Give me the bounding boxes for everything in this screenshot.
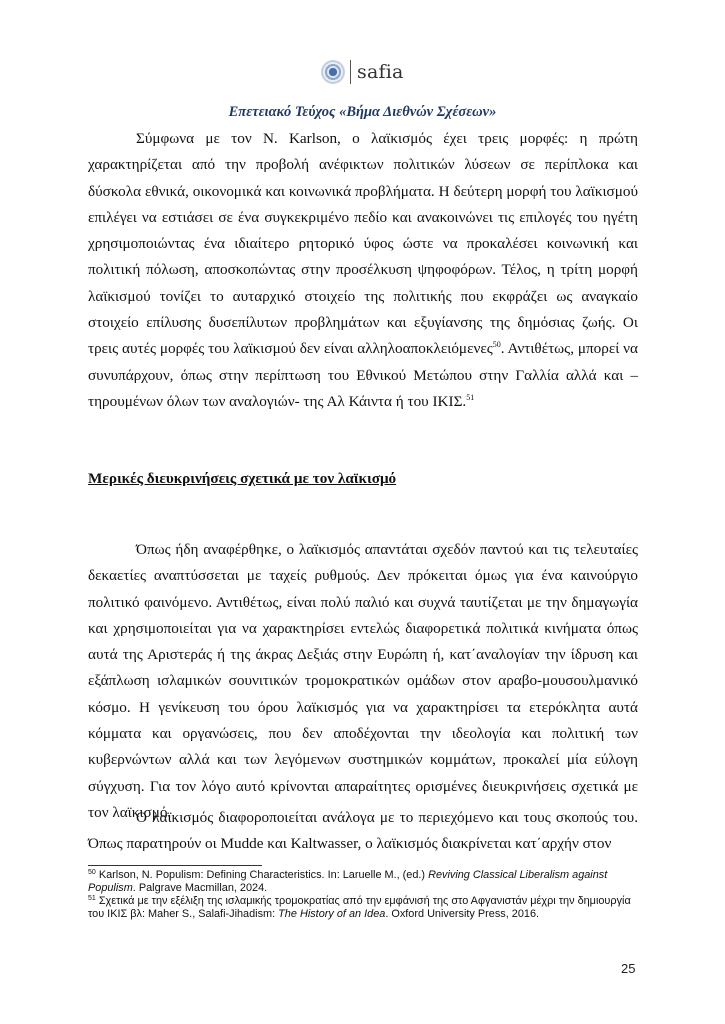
body-paragraph (88, 126, 638, 415)
running-title: Επετειακό Τεύχος «Βήμα Διεθνών Σχέσεων» (228, 104, 497, 120)
logo-divider (350, 60, 351, 84)
footnote-number: 51 (88, 895, 96, 902)
footnotes (88, 869, 640, 921)
footnote-text: . Oxford University Press, 2016. (385, 908, 540, 920)
paragraph-text: Ο λαϊκισμός διαφοροποιείται ανάλογα με το περιεχόμενο και τους σκοπούς του. Όπως παρατηρούν οι Mudde και Kaltwasser, ο λαϊκισμός διακρίνεται κατ΄αρχήν στον (88, 809, 638, 853)
logo-text: safia (357, 61, 404, 83)
body-paragraph (88, 537, 638, 826)
footnote-text: Karlson, N. Populism: Defining Characteristics. In: Laruelle M., (ed.) (95, 869, 429, 881)
footnote-text: Σχετικά με την εξέλιξη της ισλαμικής τρομοκρατίας από την εμφάνισή της στο Αφγανιστάν μέχρι την δημιουργία του ΙΚΙΣ βλ: Maher S., Salafi-Jihadism: (88, 895, 631, 920)
paragraph-text: Όπως ήδη αναφέρθηκε, ο λαϊκισμός απαντάται σχεδόν παντού και τις τελευταίες δεκαετίες αναπτύσσεται με ταχείς ρυθμούς. Δεν πρόκειται όμως για ένα καινούργιο πολιτικό φαινόμενο. Αντιθέτως, είναι πολύ παλιό και συχνά ταυτίζεται με την δημαγωγία και χρησιμοποιείται για να χαρακτηρίσει εντελώς διαφορετικά πολιτικά κινήματα όπως αυτά της Αριστεράς ή της άκρας Δεξιάς στην Ευρώπη ή, κατ΄αναλογίαν την ίδρυση και εξάπλωση ισλαμικών σουνιτικών τρομοκρατικών ομάδων στον αραβο-μουσουλμανικό κόσμο. Η γενίκευση του όρου λαϊκισμός για να χαρακτηρίσει τα ετερόκλητα αυτά κόμματα και οργανώσεις, που δεν αποδέχονται την ιδεολογία και πολιτική των κυβερνώντων αλλά και των λεγόμενων συστημικών κομμάτων, προκαλεί μία εύλογη σύγχυση. Για τον λόγο αυτό κρίνονται απαραίτητες ορισμένες διευκρινήσεις σχετικά με τον λαϊκισμό. (88, 541, 638, 821)
section-heading: Μερικές διευκρινήσεις σχετικά με τον λαϊκισμό (88, 470, 397, 487)
footnote-text: . Palgrave Macmillan, 2024. (132, 882, 268, 894)
footnote-title: The History of an Idea (278, 908, 386, 920)
paragraph-text: . Αντιθέτως, μπορεί να συνυπάρχουν, όπως στην περίπτωση του Εθνικού Μετώπου στην Γαλλία αλλά και –τηρουμένων όλων των αναλογιών- της Αλ Κάιντα ή του ΙΚΙΣ. (88, 340, 638, 410)
footnote-separator (88, 865, 262, 866)
page-number: 25 (621, 961, 636, 976)
footnote-title: Reviving Classical Liberalism against Populism (88, 869, 608, 894)
footnote (88, 869, 640, 895)
body-paragraph (88, 805, 638, 858)
footnote (88, 895, 640, 921)
paragraph-text: Σύμφωνα με τον N. Karlson, ο λαϊκισμός έχει τρεις μορφές: η πρώτη χαρακτηρίζεται από την προβολή ανέφικτων πολιτικών λύσεων σε περίπλοκα και δύσκολα εθνικά, οικονομικά και κοινωνικά προβλήματα. Η δεύτερη μορφή του λαϊκισμού επιλέγει να εστιάσει σε ένα συγκεκριμένο πεδίο και ανακοινώνει τις επιλογές του ηγέτη χρησιμοποιώντας ένα ιδιαίτερο ρητορικό ύφος ώστε να προκαλέσει κοινωνική και πολιτική πόλωση, αποσκοπώντας στην προσέλκυση ψηφοφόρων. Τέλος, η τρίτη μορφή λαϊκισμού τονίζει το αυταρχικό στοιχείο της πολιτικής που εκφράζει ως αναγκαίο στοιχείο επίλυσης δυσεπίλυτων προβλημάτων και εξυγίανσης της δημόσιας ζωής. Οι τρεις αυτές μορφές του λαϊκισμού δεν είναι αλληλοαποκλειόμενες (88, 130, 638, 358)
footnote-reference[interactable]: 51 (466, 392, 475, 402)
footnote-number: 50 (88, 869, 96, 876)
footnote-reference[interactable]: 50 (492, 340, 501, 350)
circular-emblem-icon (322, 61, 344, 83)
publisher-logo (322, 58, 404, 86)
